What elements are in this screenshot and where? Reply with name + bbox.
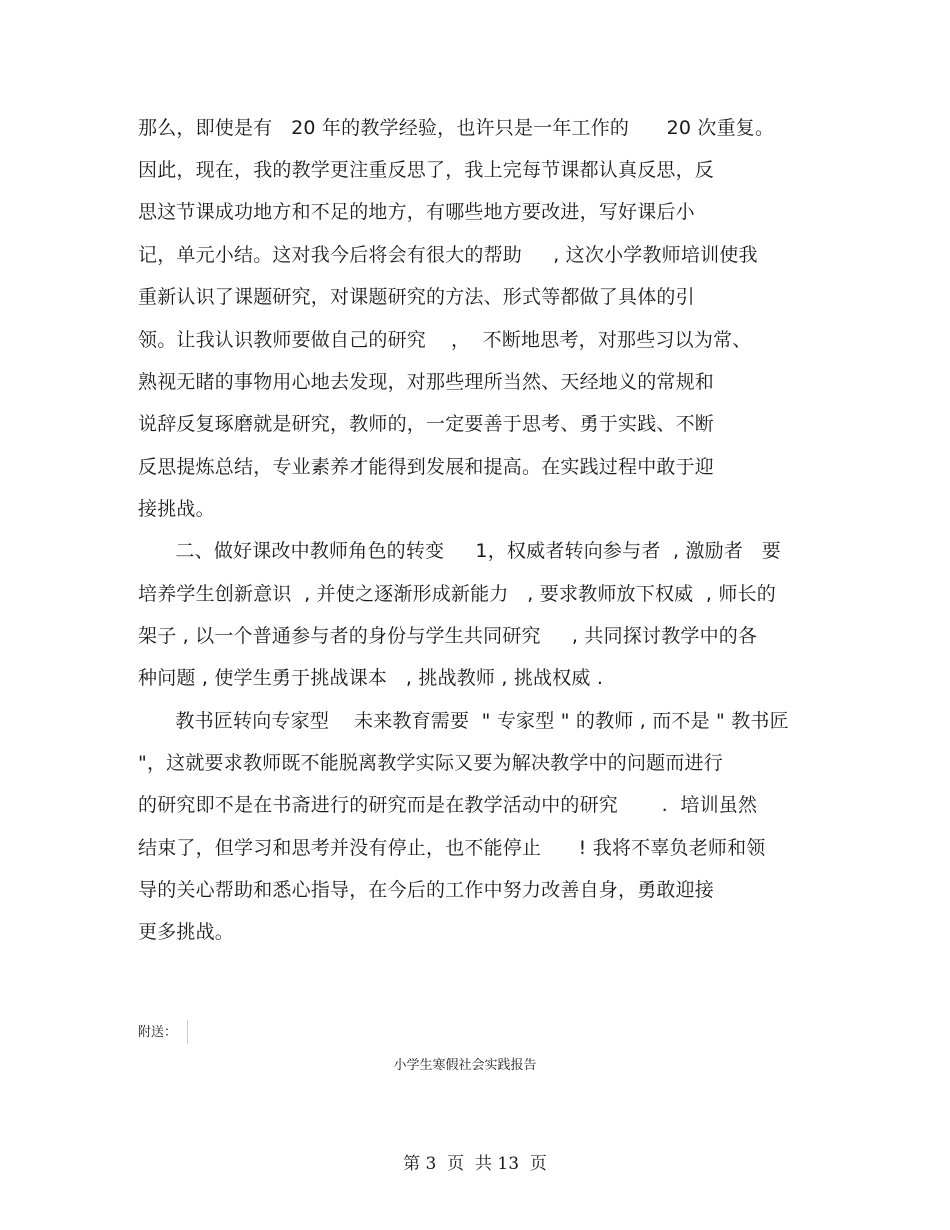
body-line: 思这节课成功地方和不足的地方，有哪些地方要改进，写好课后小 xyxy=(138,201,695,223)
body-line: 种问题 , 使学生勇于挑战课本 , 挑战教师 , 挑战权威 . xyxy=(138,667,604,689)
body-line: 因此，现在，我的教学更注重反思了，我上完每节课都认真反思，反 xyxy=(138,159,715,181)
body-line: 熟视无睹的事物用心地去发现，对那些理所当然、天经地义的常规和 xyxy=(138,371,715,393)
body-line: 培养学生创新意识 , 并使之逐渐形成新能力 , 要求教师放下权威 , 师长的 xyxy=(138,583,776,605)
body-line: 教书匠转向专家型 未来教育需要 " 专家型 " 的教师 , 而不是 " 教书匠 xyxy=(138,710,789,732)
body-line: 反思提炼总结，专业素养才能得到发展和提高。在实践过程中敢于迎 xyxy=(138,456,715,478)
body-line: 更多挑战。 xyxy=(138,921,235,943)
body-line: 领。让我认识教师要做自己的研究 ， 不断地思考，对那些习以为常、 xyxy=(138,329,752,351)
appendix-title: 小学生寒假社会实践报告 xyxy=(393,1058,537,1073)
body-line: 结束了，但学习和思考并没有停止，也不能停止 ! 我将不辜负老师和领 xyxy=(138,837,766,859)
body-line: 重新认识了课题研究，对课题研究的方法、形式等都做了具体的引 xyxy=(138,286,695,308)
body-line: 那么，即使是有 20 年的教学经验，也许只是一年工作的 20 次重复。 xyxy=(138,117,775,139)
body-line: 导的关心帮助和悉心指导，在今后的工作中努力改善自身，勇敢迎接 xyxy=(138,879,715,901)
body-line: 记，单元小结。这对我今后将会有很大的帮助 , 这次小学教师培训使我 xyxy=(138,244,758,266)
divider xyxy=(187,1020,188,1044)
body-line: 说辞反复琢磨就是研究，教师的，一定要善于思考、勇于实践、不断 xyxy=(138,413,715,435)
body-line: 接挑战。 xyxy=(138,498,215,520)
appendix-label: 附送： xyxy=(138,1025,178,1040)
body-line: 架子 , 以一个普通参与者的身份与学生共同研究 , 共同探讨教学中的各 xyxy=(138,625,758,647)
body-line: 的研究即不是在书斋进行的研究而是在教学活动中的研究 . 培训虽然 xyxy=(138,794,758,816)
section-heading-line: 二、做好课改中教师角色的转变 1，权威者转向参与者 , 激励者 要 xyxy=(138,540,782,562)
body-line: "，这就要求教师既不能脱离教学实际又要为解决教学中的问题而进行 xyxy=(138,752,723,774)
page-footer: 第 3 页 共 13 页 xyxy=(403,1154,547,1174)
